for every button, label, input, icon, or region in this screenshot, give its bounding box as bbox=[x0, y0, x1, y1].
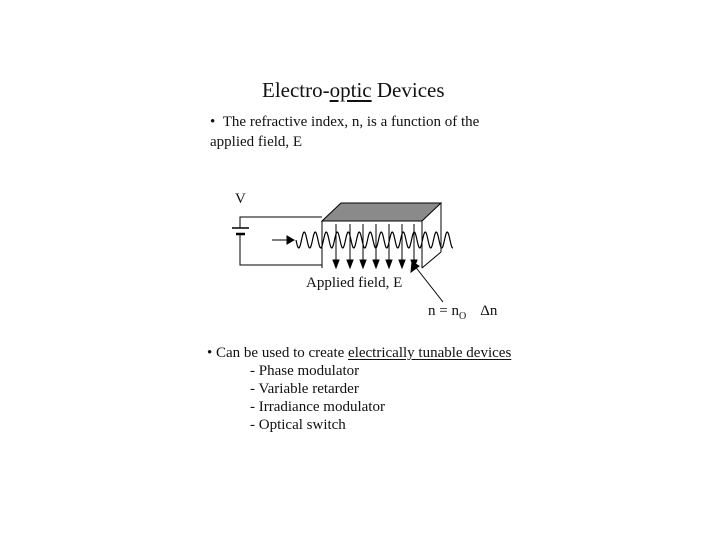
list-item: - Variable retarder bbox=[250, 381, 359, 397]
index-pointer-arrow-icon bbox=[411, 262, 443, 302]
title-prefix: Electro- bbox=[262, 78, 330, 102]
field-arrow-icon bbox=[333, 224, 339, 268]
list-item: - Optical switch bbox=[250, 417, 346, 433]
bullet1-line2-text: applied field, E bbox=[210, 134, 303, 150]
field-arrow-icon bbox=[386, 224, 392, 268]
list-item: - Phase modulator bbox=[250, 363, 360, 379]
applied-field-label: Applied field, E bbox=[306, 275, 403, 291]
bullet1-line1-text: The refractive index, n, is a function of the bbox=[222, 114, 480, 130]
electrode-plate bbox=[322, 203, 441, 221]
input-beam-arrow-icon bbox=[272, 236, 294, 244]
index-label-text: n = n bbox=[428, 303, 459, 319]
field-arrow-icon bbox=[399, 224, 405, 268]
light-wave bbox=[296, 232, 453, 248]
device-list bbox=[250, 362, 385, 434]
index-subscript: O bbox=[458, 311, 467, 322]
circuit-wires bbox=[240, 217, 322, 265]
voltage-label: V bbox=[235, 191, 246, 207]
delta-n-label: Δn bbox=[480, 303, 498, 319]
field-arrow-icon bbox=[360, 224, 366, 268]
list-item: - Irradiance modulator bbox=[250, 399, 385, 415]
bullet2-underlined: electrically tunable devices bbox=[348, 345, 512, 361]
battery-icon bbox=[232, 228, 249, 240]
refractive-index-label bbox=[428, 302, 497, 326]
bullet-tunable-devices bbox=[207, 344, 511, 362]
title-suffix: Devices bbox=[371, 78, 445, 102]
bullet2-prefix: • Can be used to create bbox=[207, 345, 349, 361]
bullet1-marker: • bbox=[210, 114, 216, 130]
title-underlined-word: optic bbox=[329, 78, 372, 102]
